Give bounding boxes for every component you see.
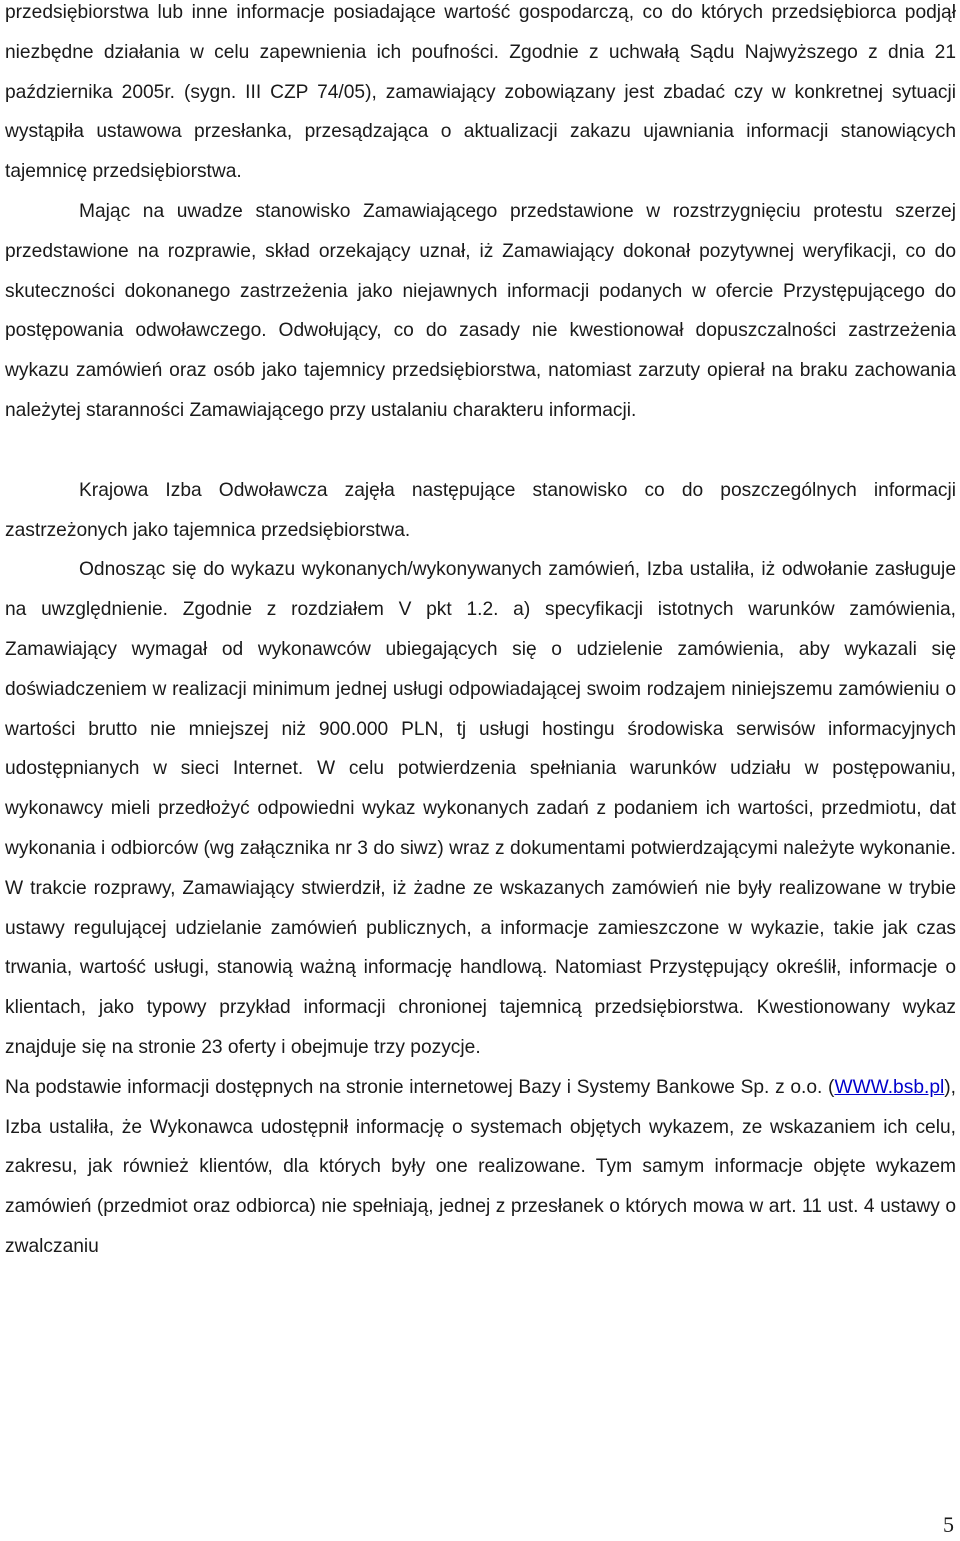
document-body (5, 0, 956, 1267)
website-link[interactable]: WWW.bsb.pl (834, 1076, 945, 1098)
paragraph-spacer (5, 431, 956, 471)
paragraph-orders-list: Odnosząc się do wykazu wykonanych/wykonywanych zamówień, Izba ustaliła, iż odwołanie zasługuje na uwzględnienie. Zgodnie z rozdziałem V pkt 1.2. a) specyfikacji istotnych warunków zamówienia, Zamawiający wymagał od wykonawców ubiegających się o udzielenie zamówienia, aby wykazali się doświadczeniem w realizacji minimum jednej usługi odpowiadającej swoim rodzajem niniejszemu zamówieniu o wartości brutto nie mniejszej niż 900.000 PLN, tj usługi hostingu środowiska serwisów informacyjnych udostępnianych w sieci Internet. W celu potwierdzenia spełniania warunków udziału w postępowaniu, wykonawcy mieli przedłożyć odpowiedni wykaz wykonanych zadań z podaniem ich wartości, przedmiotu, dat wykonania i odbiorców (wg załącznika nr 3 do siwz) wraz z dokumentami potwierdzającymi należyte wykonanie. W trakcie rozprawy, Zamawiający stwierdził, iż żadne ze wskazanych zamówień nie były realizowane w trybie ustawy regulującej udzielanie zamówień publicznych, a informacje zamieszczone w wykazie, takie jak czas trwania, wartość usługi, stanowią ważną informację handlową. Natomiast Przystępujący określił, informacje o klientach, jako typowy przykład informacji chronionej tajemnicą przedsiębiorstwa. Kwestionowany wykaz znajduje się na stronie 23 oferty i obejmuje trzy pozycje. (5, 559, 956, 1058)
paragraph-website-information (5, 1068, 956, 1267)
paragraph-chamber-position: Krajowa Izba Odwoławcza zajęła następujące stanowisko co do poszczególnych informacji zastrzeżonych jako tajemnica przedsiębiorstwa. (5, 479, 956, 541)
paragraph-tribunal-assessment: Mając na uwadze stanowisko Zamawiającego przedstawione w rozstrzygnięciu protestu szerzej przedstawione na rozprawie, skład orzekający uznał, iż Zamawiający dokonał pozytywnej weryfikacji, co do skuteczności dokonanego zastrzeżenia jako niejawnych informacji podanych w ofercie Przystępującego do postępowania odwoławczego. Odwołujący, co do zasady nie kwestionował dopuszczalności zastrzeżenia wykazu zamówień oraz osób jako tajemnicy przedsiębiorstwa, natomiast zarzuty opierał na braku zachowania należytej staranności Zamawiającego przy ustalaniu charakteru informacji. (5, 200, 956, 421)
page-number: 5 (943, 1512, 954, 1537)
paragraph-trade-secret-definition: przedsiębiorstwa lub inne informacje posiadające wartość gospodarczą, co do których przedsiębiorca podjął niezbędne działania w celu zapewnienia ich poufności. Zgodnie z uchwałą Sądu Najwyższego z dnia 21 października 2005r. (sygn. III CZP 74/05), zamawiający zobowiązany jest zbadać czy w konkretnej sytuacji wystąpiła ustawowa przesłanka, przesądzająca o aktualizacji zakazu ujawniania informacji stanowiących tajemnicę przedsiębiorstwa. (5, 2, 956, 183)
paragraph-text-before-link: Na podstawie informacji dostępnych na stronie internetowej Bazy i Systemy Bankowe Sp. z o.o. ( (5, 1076, 835, 1098)
paragraph-text-after-link: ), Izba ustaliła, że Wykonawca udostępnił informację o systemach objętych wykazem, ze wskazaniem ich celu, zakresu, jak również klientów, dla których były one realizowane. Tym samym informacje objęte wykazem zamówień (przedmiot oraz odbiorca) nie spełniają, jednej z przesłanek o których mowa w art. 11 ust. 4 ustawy o zwalczaniu (5, 1076, 956, 1257)
